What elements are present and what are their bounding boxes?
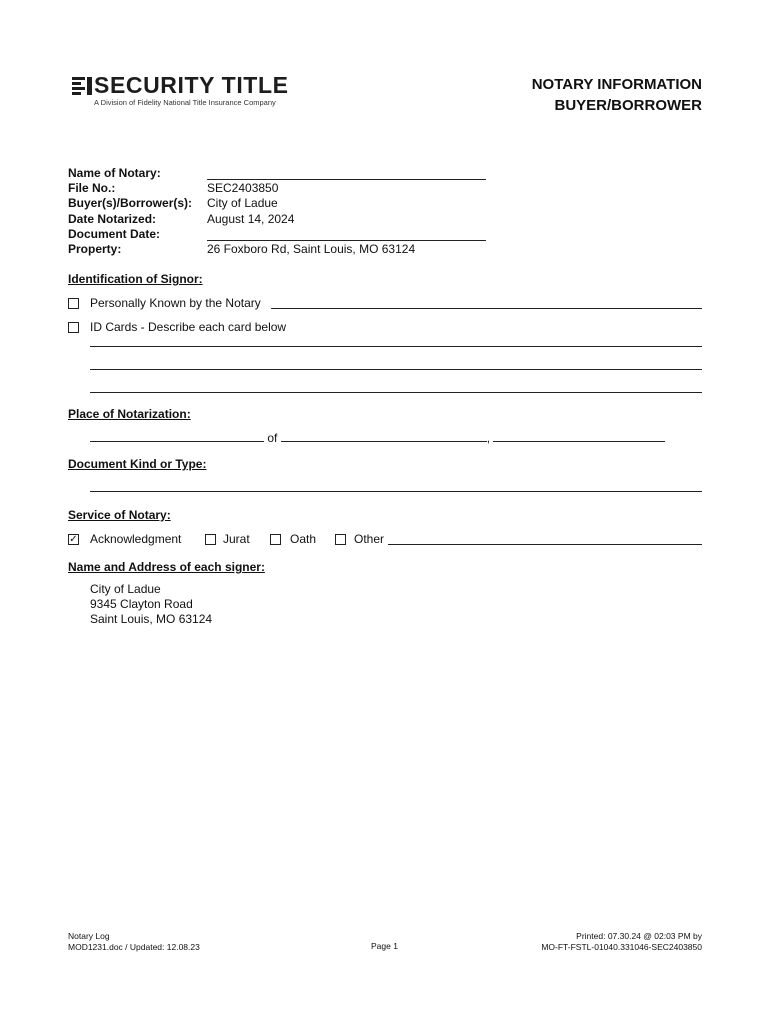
document-kind-field[interactable] — [90, 491, 702, 492]
document-kind-heading: Document Kind or Type: — [68, 457, 207, 471]
personally-known-checkbox[interactable] — [68, 298, 79, 309]
footer-printed-ref: MO-FT-FSTL-01040.331046-SEC2403850 — [541, 941, 702, 952]
file-no-row — [68, 181, 498, 196]
id-card-line-2[interactable] — [90, 369, 702, 370]
id-cards-checkbox[interactable] — [68, 322, 79, 333]
title-line-1: NOTARY INFORMATION — [531, 76, 702, 93]
title-line-2: BUYER/BORROWER — [554, 97, 702, 114]
place-comma: , — [486, 431, 491, 445]
jurat-checkbox[interactable] — [205, 534, 216, 545]
file-info-block — [68, 166, 498, 257]
date-notarized-label: Date Notarized: — [68, 211, 157, 226]
id-cards-row — [68, 320, 702, 336]
signer-city: Saint Louis, MO 63124 — [90, 612, 213, 627]
other-label: Other — [354, 532, 385, 546]
security-title-logo-mark — [72, 76, 92, 96]
document-date-row — [68, 227, 498, 242]
signer-heading: Name and Address of each signer: — [68, 560, 265, 574]
logo-tagline: A Division of Fidelity National Title Insurance Company — [94, 98, 276, 107]
footer-printed: Printed: 07.30.24 @ 02:03 PM by — [576, 931, 702, 941]
personally-known-label: Personally Known by the Notary — [90, 296, 261, 310]
notary-name-row — [68, 166, 498, 181]
id-cards-label: ID Cards - Describe each card below — [90, 320, 287, 334]
place-heading: Place of Notarization: — [68, 407, 191, 421]
document-date-label: Document Date: — [68, 226, 161, 241]
property-row — [68, 242, 498, 257]
service-options-row — [68, 532, 702, 548]
place-blank-2[interactable] — [281, 430, 487, 442]
identification-heading: Identification of Signor: — [68, 272, 203, 286]
date-notarized-row — [68, 212, 498, 227]
document-date-field[interactable] — [207, 240, 486, 241]
notary-name-label: Name of Notary: — [68, 166, 161, 180]
personally-known-row — [68, 296, 702, 312]
property-label: Property: — [68, 241, 122, 256]
oath-label: Oath — [290, 532, 317, 546]
company-logo — [72, 74, 302, 110]
footer-form-id: MOD1231.doc / Updated: 12.08.23 — [68, 941, 200, 952]
signer-name: City of Ladue — [90, 582, 161, 596]
place-of-label: of — [267, 431, 278, 445]
acknowledgment-checkbox[interactable]: ✓ — [69, 534, 78, 545]
signer-address — [90, 582, 212, 628]
personally-known-field[interactable] — [271, 308, 702, 309]
id-card-line-1[interactable] — [90, 346, 702, 347]
notary-name-field[interactable] — [207, 179, 486, 180]
place-blank-3[interactable] — [493, 430, 665, 442]
footer-page-number: Page 1 — [371, 941, 398, 951]
buyers-row — [68, 196, 498, 211]
place-blank-1[interactable] — [90, 430, 264, 442]
other-checkbox[interactable] — [335, 534, 346, 545]
buyers-value: City of Ladue — [207, 196, 278, 211]
footer-form-info — [68, 931, 200, 952]
other-field[interactable] — [388, 544, 702, 545]
place-row — [90, 430, 665, 445]
service-heading: Service of Notary: — [68, 508, 171, 522]
date-notarized-value: August 14, 2024 — [207, 211, 295, 226]
jurat-label: Jurat — [223, 532, 250, 546]
acknowledgment-label: Acknowledgment — [90, 532, 182, 546]
footer-form-name: Notary Log — [68, 931, 110, 941]
oath-checkbox[interactable] — [270, 534, 281, 545]
signer-street: 9345 Clayton Road — [90, 597, 193, 612]
logo-name: SECURITY TITLE — [94, 72, 289, 98]
document-title — [532, 74, 702, 116]
footer-printed-info — [541, 931, 702, 952]
file-no-value: SEC2403850 — [207, 181, 279, 196]
buyers-label: Buyer(s)/Borrower(s): — [68, 196, 193, 211]
file-no-label: File No.: — [68, 181, 116, 196]
property-value: 26 Foxboro Rd, Saint Louis, MO 63124 — [207, 241, 416, 256]
id-card-line-3[interactable] — [90, 392, 702, 393]
